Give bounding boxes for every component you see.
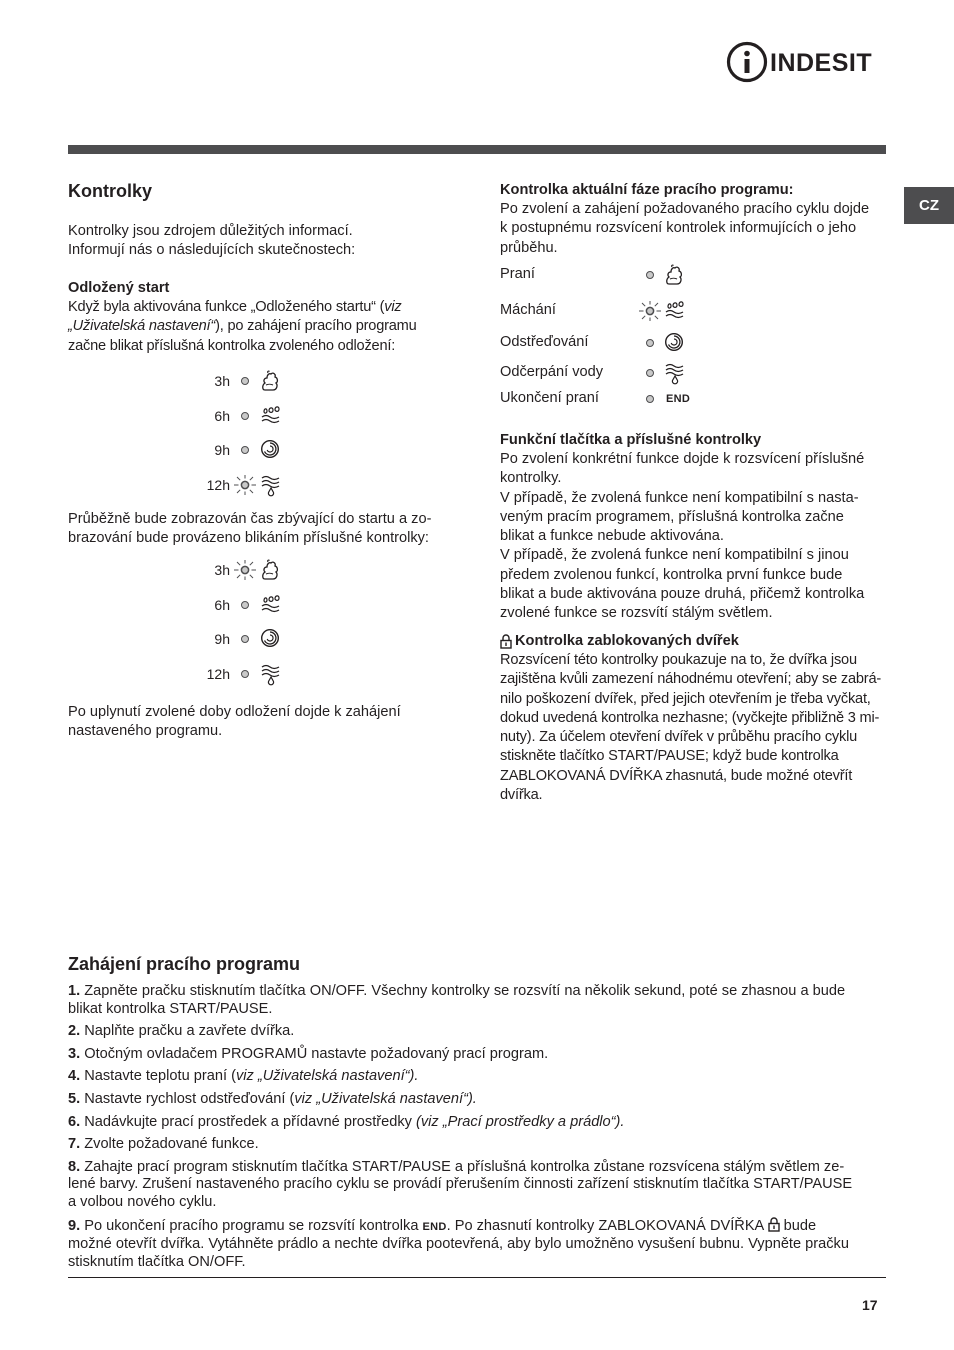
paragraph-line: Po zvolení konkrétní funkce dojde k rozsvícení příslušné	[500, 451, 865, 467]
phase-indicator	[636, 299, 686, 323]
paragraph-line: V případě, že zvolená funkce není kompatibilní s nasta-	[500, 489, 859, 506]
delay-paragraph-2: Průběžně bude zobrazován čas zbývající do startu a zo- brazování bude provázeno blikáním příslušné kontrolky:	[68, 511, 432, 547]
svg-text:INDESIT: INDESIT	[770, 49, 873, 77]
delay-indicator-row	[196, 438, 282, 462]
step-4: 4. Nastavte teplotu praní (viz „Uživatelská nastavení“).	[68, 1068, 419, 1085]
indicator-led	[241, 635, 249, 643]
paragraph-line: nilo poškození dvířek, před jejich otevřením je třeba vyčkat,	[500, 690, 871, 707]
section-title-start: Zahájení pracího programu	[68, 954, 301, 974]
delay-hours-label: 12h	[206, 477, 230, 494]
step-3: 3. Otočným ovladačem PROGRAMŮ nastavte požadovaný prací program.	[68, 1045, 549, 1062]
drain-icon	[260, 474, 282, 496]
paragraph-line: dokud uvedená kontrolka nezhasne; (vyčkejte přibližně 3 mi-	[500, 709, 880, 726]
spin-icon	[260, 628, 282, 650]
delay-indicator-row	[196, 473, 282, 497]
paragraph-line: zvolené funkce se rozsvítí stálým světlem.	[500, 605, 773, 622]
paragraph-line: blikat a funkce nebude aktivována.	[500, 528, 724, 545]
indicator-led	[646, 395, 654, 403]
drain-icon	[664, 362, 686, 384]
function-heading: Funkční tlačítka a příslušné kontrolky	[500, 432, 762, 448]
phase-label: Odstřeďování	[500, 334, 589, 350]
intro-line: Kontrolky jsou zdrojem důležitých informací.	[68, 223, 353, 239]
step-2: 2. Naplňte pračku a zavřete dvířka.	[68, 1023, 295, 1040]
phase-label: Máchání	[500, 302, 556, 318]
function-paragraph	[500, 450, 890, 624]
rinse-icon	[260, 405, 282, 427]
step-7: 7. Zvolte požadované funkce.	[68, 1136, 259, 1153]
header-rule	[68, 145, 886, 154]
end-indicator-label: END	[422, 1220, 447, 1233]
delay-hours-label: 9h	[214, 631, 230, 648]
step-1: 1. Zapněte pračku stisknutím tlačítka ON/OFF. Všechny kontrolky se rozsvítí na několik sekund, poté se zhasnou a bude blikat kontrolka START/PAUSE.	[68, 983, 846, 1017]
paragraph-line: stiskněte tlačítko START/PAUSE; když bude kontrolka	[500, 748, 839, 765]
phase-paragraph: Po zvolení a zahájení požadovaného pracího cyklu dojde k postupnému rozsvícení kontrolek informujících o jeho průběhu.	[500, 201, 870, 256]
delay-heading: Odložený start	[68, 280, 170, 296]
spin-icon	[664, 332, 686, 354]
paragraph-line: dvířka.	[500, 787, 543, 804]
delay-hours-label: 12h	[206, 666, 230, 683]
intro-line: Informují nás o následujících skutečnostech:	[68, 242, 356, 259]
paragraph-line: Rozsvícení této kontrolky poukazuje na to, že dvířka jsou	[500, 652, 857, 668]
lock-icon	[500, 634, 512, 649]
step-6: 6. Nadávkujte prací prostředek a přídavné prostředky (viz „Prací prostředky a prádlo“).	[68, 1113, 625, 1130]
indicator-led-blinking	[232, 474, 258, 496]
step-5: 5. Nastavte rychlost odstřeďování (viz „Uživatelská nastavení“).	[68, 1090, 477, 1107]
rinse-icon	[260, 594, 282, 616]
phase-label: Ukončení praní	[500, 390, 599, 406]
section-title-kontrolky: Kontrolky	[68, 181, 153, 201]
paragraph-line: zajištěna kvůli zamezení náhodnému otevření; aby se zabrá-	[500, 671, 882, 688]
step-9: 9. Po ukončení pracího programu se rozsvítí kontrolka END. Po zhasnutí kontrolky ZABLOKOVANÁ DVÍŘKA bude možné otevřít dvířka. Vytáhněte prádlo a nechte dvířka pootevřená, aby bylo umožněno vysušení bubnu. Vypněte pračku stisknutím tlačítka ON/OFF.	[68, 1217, 849, 1270]
indicator-led-blinking	[232, 559, 258, 581]
delay-paragraph-3: Po uplynutí zvolené doby odložení dojde k zahájení nastaveného programu.	[68, 704, 401, 740]
delay-indicator-row	[196, 593, 282, 617]
delay-indicator-row	[196, 404, 282, 428]
lock-heading-row	[500, 632, 739, 651]
steps-list	[68, 983, 898, 1271]
spin-icon	[260, 439, 282, 461]
paragraph-line: veným pracím programem, příslušná kontrolka začne	[500, 508, 844, 525]
intro-text	[68, 222, 458, 261]
indicator-led	[241, 670, 249, 678]
wash-icon	[260, 370, 282, 392]
delay-hours-label: 9h	[214, 442, 230, 459]
paragraph-line: předem zvolenou funkcí, kontrolka první funkce bude	[500, 566, 843, 583]
lock-paragraph	[500, 651, 900, 805]
lock-icon	[768, 1217, 780, 1232]
paragraph-line: V případě, že zvolená funkce není kompatibilní s jinou	[500, 547, 849, 564]
indicator-led	[646, 369, 654, 377]
phase-indicator	[636, 361, 686, 385]
rinse-icon	[664, 300, 686, 322]
delay-indicator-row	[196, 627, 282, 651]
indicator-led	[646, 339, 654, 347]
delay-indicator-row	[196, 369, 282, 393]
indicator-led	[241, 601, 249, 609]
wash-icon	[260, 559, 282, 581]
phase-label: Praní	[500, 266, 535, 282]
delay-indicator-row	[196, 662, 282, 686]
indicator-led	[241, 412, 249, 420]
language-tab: CZ	[904, 187, 954, 224]
brand-logo	[726, 40, 888, 84]
delay-hours-label: 6h	[214, 596, 230, 613]
indicator-led-blinking	[637, 300, 663, 322]
phase-heading: Kontrolka aktuální fáze pracího programu:	[500, 182, 794, 198]
phase-label: Odčerpání vody	[500, 364, 604, 380]
indicator-led	[241, 446, 249, 454]
delay-paragraph-1: Když byla aktivována funkce „Odloženého startu“ (viz „Uživatelská nastavení“), po zahájení pracího programu začne blikat příslušná kontrolka zvoleného odložení:	[68, 299, 417, 354]
step-8: 8. Zahajte prací program stisknutím tlačítka START/PAUSE a příslušná kontrolka zůstane rozsvícena stálým světlem ze- lené barvy. Zrušení nastaveného pracího cyklu se provádí přerušením činnosti zařízení stisknutím tlačítka START/PAUSE a volbou nového cyklu.	[68, 1158, 853, 1210]
delay-hours-label: 6h	[214, 407, 230, 424]
drain-icon	[260, 663, 282, 685]
paragraph-line: ZABLOKOVANÁ DVÍŘKA zhasnutá, bude možné otevřít	[500, 767, 853, 784]
phase-indicator	[636, 387, 690, 411]
paragraph-line: blikat a bude aktivována pouze druhá, přičemž kontrolka	[500, 586, 865, 603]
indicator-led	[241, 377, 249, 385]
wash-icon	[664, 264, 686, 286]
page-number: 17	[862, 1297, 878, 1313]
indicator-led	[646, 271, 654, 279]
phase-indicator	[636, 263, 686, 287]
delay-hours-label: 3h	[214, 562, 230, 578]
delay-hours-label: 3h	[214, 373, 230, 389]
paragraph-line: nuty). Za účelem otevření dvířek v průběhu pracího cyklu	[500, 729, 858, 746]
delay-indicator-row	[196, 558, 282, 582]
phase-indicator	[636, 331, 686, 355]
end-indicator-label: END	[666, 393, 691, 405]
footer-rule	[68, 1277, 886, 1278]
paragraph-line: kontrolky.	[500, 470, 562, 487]
lock-heading: Kontrolka zablokovaných dvířek	[515, 633, 739, 649]
